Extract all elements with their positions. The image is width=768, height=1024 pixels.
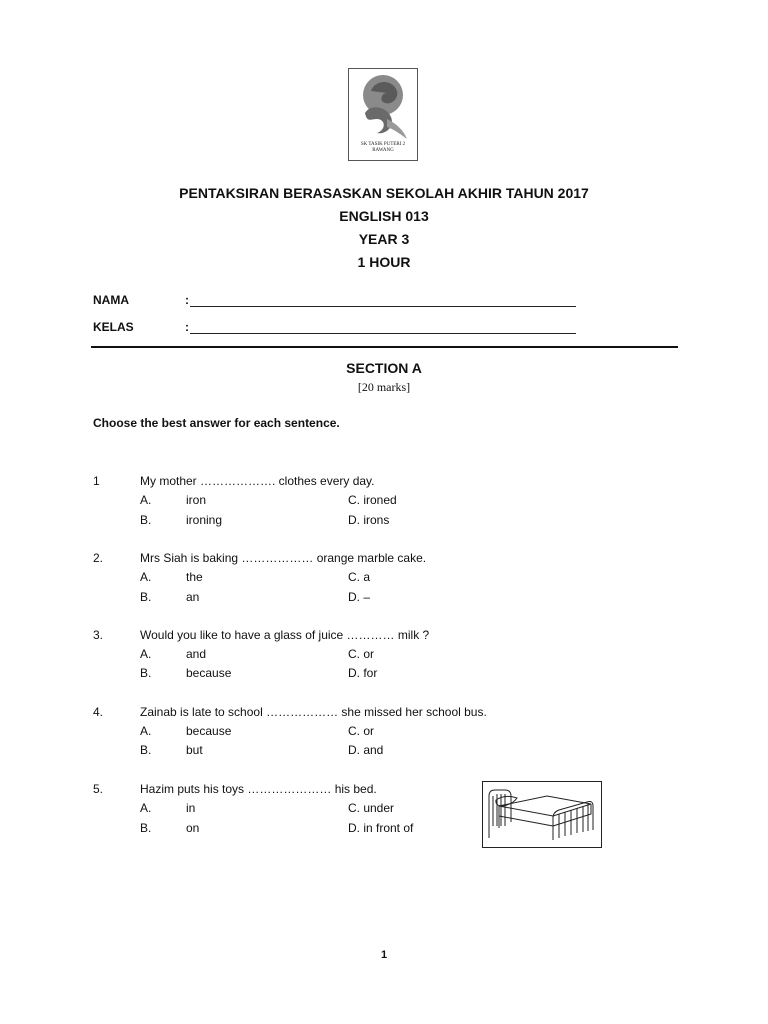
header-divider [91, 346, 678, 348]
option-b[interactable]: ironing [186, 513, 223, 527]
option-c[interactable]: C. or [348, 724, 375, 738]
option-d[interactable]: D. – [348, 590, 371, 604]
option-b-letter: B. [140, 590, 152, 604]
question-text: My mother ………………. clothes every day. [140, 474, 375, 488]
logo-school-town: RAWANG [372, 148, 394, 153]
name-field[interactable] [190, 306, 576, 307]
option-a[interactable]: the [186, 570, 203, 584]
year-title: YEAR 3 [358, 231, 410, 247]
option-b[interactable]: but [186, 743, 203, 757]
question-text: Hazim puts his toys ………………… his bed. [140, 782, 377, 796]
school-logo [348, 68, 418, 161]
name-colon: : [185, 293, 189, 307]
section-title: SECTION A [346, 360, 422, 376]
option-c[interactable]: C. under [348, 801, 395, 815]
option-a-letter: A. [140, 493, 152, 507]
option-a-letter: A. [140, 570, 152, 584]
option-b-letter: B. [140, 743, 152, 757]
name-label: NAMA [93, 293, 129, 307]
option-d[interactable]: D. and [348, 743, 384, 757]
instruction-text: Choose the best answer for each sentence. [93, 416, 340, 430]
option-a[interactable]: in [186, 801, 196, 815]
option-a-letter: A. [140, 647, 152, 661]
question-number: 4. [93, 705, 104, 719]
question-text: Mrs Siah is baking ……………… orange marble cake. [140, 551, 427, 565]
option-b-letter: B. [140, 666, 152, 680]
option-b[interactable]: because [186, 666, 232, 680]
option-a[interactable]: and [186, 647, 207, 661]
class-colon: : [185, 320, 189, 334]
option-c[interactable]: C. or [348, 647, 375, 661]
duration-title: 1 HOUR [357, 254, 411, 270]
question-number: 1 [93, 474, 100, 488]
question-number: 2. [93, 551, 104, 565]
bed-icon [483, 782, 601, 847]
logo-school-name: SK TASIK PUTERI 2 [360, 142, 406, 147]
option-b-letter: B. [140, 513, 152, 527]
exam-title: PENTAKSIRAN BERASASKAN SEKOLAH AKHIR TAHUN 2017 [179, 185, 589, 201]
option-c[interactable]: C. ironed [348, 493, 397, 507]
class-label: KELAS [93, 320, 134, 334]
page-number: 1 [380, 949, 388, 961]
option-b-letter: B. [140, 821, 152, 835]
question-number: 3. [93, 628, 104, 642]
option-a-letter: A. [140, 724, 152, 738]
option-d[interactable]: D. irons [348, 513, 390, 527]
subject-title: ENGLISH 013 [339, 208, 429, 224]
option-a[interactable]: iron [186, 493, 207, 507]
option-d[interactable]: D. for [348, 666, 378, 680]
question-text: Would you like to have a glass of juice ………… milk ? [140, 628, 430, 642]
option-b[interactable]: on [186, 821, 200, 835]
question-number: 5. [93, 782, 104, 796]
option-c[interactable]: C. a [348, 570, 371, 584]
question-text: Zainab is late to school ……………… she missed her school bus. [140, 705, 487, 719]
section-marks: [20 marks] [357, 380, 411, 394]
bed-picture [482, 781, 602, 848]
option-a[interactable]: because [186, 724, 232, 738]
option-b[interactable]: an [186, 590, 200, 604]
logo-emblem-icon [357, 73, 411, 141]
class-field[interactable] [190, 333, 576, 334]
option-a-letter: A. [140, 801, 152, 815]
option-d[interactable]: D. in front of [348, 821, 414, 835]
